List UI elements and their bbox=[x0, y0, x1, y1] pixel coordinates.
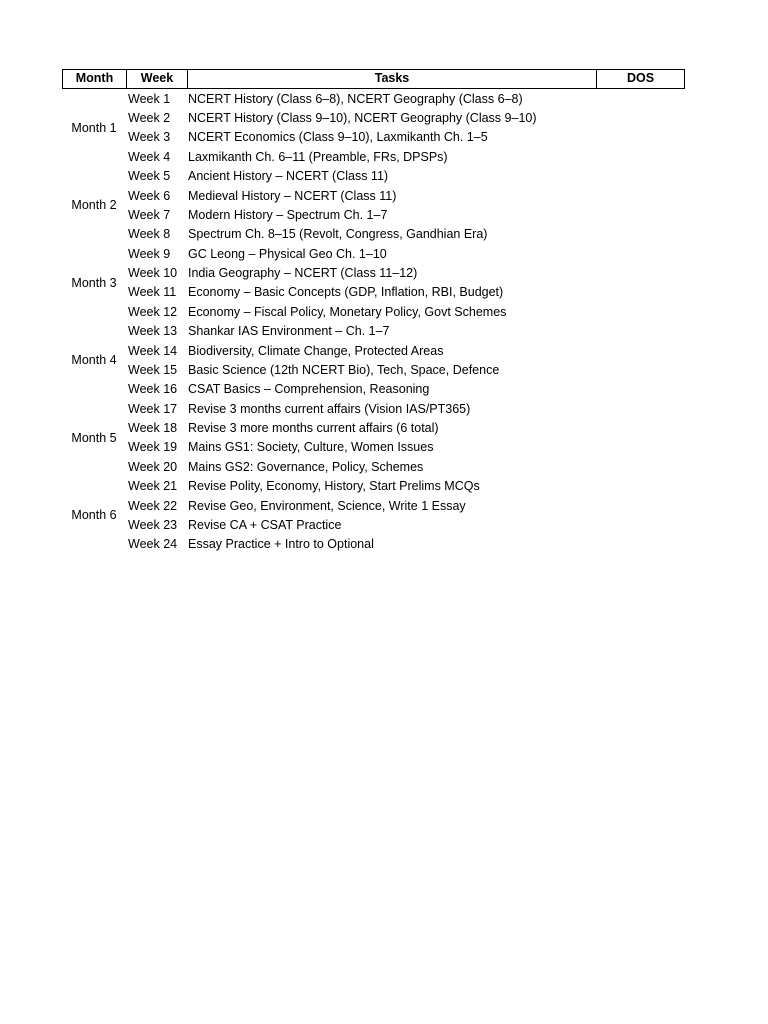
task-cell: NCERT History (Class 6–8), NCERT Geography (Class 6–8) bbox=[188, 91, 523, 106]
week-cell: Week 13 bbox=[128, 324, 178, 339]
week-cell: Week 5 bbox=[128, 169, 171, 184]
table-row bbox=[126, 147, 685, 166]
month-label: Month 3 bbox=[71, 275, 117, 290]
table-row bbox=[126, 322, 685, 341]
table-row bbox=[126, 457, 685, 476]
header-month: Month bbox=[63, 70, 127, 88]
table-row bbox=[126, 128, 685, 147]
table-header bbox=[62, 69, 685, 89]
task-cell: Mains GS1: Society, Culture, Women Issues bbox=[188, 440, 434, 455]
week-cell: Week 4 bbox=[128, 149, 171, 164]
week-cell: Week 8 bbox=[128, 227, 171, 242]
task-cell: Ancient History – NCERT (Class 11) bbox=[188, 169, 389, 184]
header-week: Week bbox=[127, 70, 188, 88]
week-list bbox=[126, 244, 685, 322]
task-cell: Biodiversity, Climate Change, Protected Areas bbox=[188, 343, 444, 358]
task-cell: Shankar IAS Environment – Ch. 1–7 bbox=[188, 324, 390, 339]
table-row bbox=[126, 477, 685, 496]
week-cell: Week 3 bbox=[128, 130, 171, 145]
week-cell: Week 6 bbox=[128, 188, 171, 203]
table-row bbox=[126, 205, 685, 224]
header-dos: DOS bbox=[626, 71, 655, 85]
task-cell: Essay Practice + Intro to Optional bbox=[188, 537, 374, 552]
table-row bbox=[126, 244, 685, 263]
week-cell: Week 21 bbox=[128, 479, 178, 494]
table-row bbox=[126, 186, 685, 205]
week-list bbox=[126, 399, 685, 477]
month-group bbox=[62, 399, 685, 477]
table-row bbox=[126, 515, 685, 534]
task-cell: Revise 3 months current affairs (Vision IAS/PT365) bbox=[188, 401, 471, 416]
table-row bbox=[126, 89, 685, 108]
table-row bbox=[126, 225, 685, 244]
month-group bbox=[62, 322, 685, 400]
week-cell: Week 18 bbox=[128, 421, 178, 436]
task-cell: Revise CA + CSAT Practice bbox=[188, 517, 342, 532]
task-cell: India Geography – NCERT (Class 11–12) bbox=[188, 266, 418, 281]
table-row bbox=[126, 263, 685, 282]
week-cell: Week 14 bbox=[128, 343, 178, 358]
header-tasks: Tasks bbox=[188, 70, 597, 88]
week-cell: Week 11 bbox=[128, 285, 177, 300]
task-cell: Spectrum Ch. 8–15 (Revolt, Congress, Gandhian Era) bbox=[188, 227, 488, 242]
task-cell: Revise Polity, Economy, History, Start Prelims MCQs bbox=[188, 479, 480, 494]
week-cell: Week 7 bbox=[128, 207, 171, 222]
week-cell: Week 19 bbox=[128, 440, 178, 455]
week-list bbox=[126, 322, 685, 400]
month-group bbox=[62, 89, 685, 167]
task-cell: Modern History – Spectrum Ch. 1–7 bbox=[188, 207, 388, 222]
week-list bbox=[126, 167, 685, 245]
task-cell: Economy – Fiscal Policy, Monetary Policy, Govt Schemes bbox=[188, 304, 507, 319]
month-label: Month 2 bbox=[71, 198, 117, 213]
table-row bbox=[126, 399, 685, 418]
week-cell: Week 23 bbox=[128, 517, 178, 532]
task-cell: Economy – Basic Concepts (GDP, Inflation, RBI, Budget) bbox=[188, 285, 504, 300]
week-cell: Week 1 bbox=[128, 91, 171, 106]
week-cell: Week 16 bbox=[128, 382, 178, 397]
week-cell: Week 24 bbox=[128, 537, 178, 552]
week-cell: Week 17 bbox=[128, 401, 178, 416]
month-group bbox=[62, 167, 685, 245]
task-cell: Mains GS2: Governance, Policy, Schemes bbox=[188, 459, 424, 474]
week-list bbox=[126, 477, 685, 555]
table-row bbox=[126, 418, 685, 437]
week-cell: Week 12 bbox=[128, 304, 178, 319]
table-body bbox=[62, 89, 685, 554]
table-row bbox=[126, 167, 685, 186]
table-row bbox=[126, 283, 685, 302]
table-row bbox=[126, 496, 685, 515]
month-group bbox=[62, 477, 685, 555]
task-cell: GC Leong – Physical Geo Ch. 1–10 bbox=[188, 246, 387, 261]
table-row bbox=[126, 341, 685, 360]
week-cell: Week 22 bbox=[128, 498, 178, 513]
week-list bbox=[126, 89, 685, 167]
table-row bbox=[126, 438, 685, 457]
table-row bbox=[126, 360, 685, 379]
task-cell: NCERT Economics (Class 9–10), Laxmikanth Ch. 1–5 bbox=[188, 130, 488, 145]
task-cell: NCERT History (Class 9–10), NCERT Geography (Class 9–10) bbox=[188, 111, 537, 126]
table-row bbox=[126, 302, 685, 321]
study-plan-table bbox=[62, 69, 685, 554]
month-group bbox=[62, 244, 685, 322]
week-cell: Week 20 bbox=[128, 459, 178, 474]
month-label: Month 6 bbox=[71, 508, 117, 523]
task-cell: CSAT Basics – Comprehension, Reasoning bbox=[188, 382, 430, 397]
table-row bbox=[126, 535, 685, 554]
task-cell: Laxmikanth Ch. 6–11 (Preamble, FRs, DPSPs) bbox=[188, 149, 448, 164]
table-row bbox=[126, 380, 685, 399]
month-label: Month 5 bbox=[71, 430, 117, 445]
table-row bbox=[126, 108, 685, 127]
task-cell: Revise 3 more months current affairs (6 total) bbox=[188, 421, 439, 436]
month-label: Month 1 bbox=[71, 120, 117, 135]
week-cell: Week 2 bbox=[128, 111, 171, 126]
month-label: Month 4 bbox=[71, 353, 117, 368]
task-cell: Medieval History – NCERT (Class 11) bbox=[188, 188, 397, 203]
task-cell: Basic Science (12th NCERT Bio), Tech, Space, Defence bbox=[188, 362, 500, 377]
week-cell: Week 9 bbox=[128, 246, 171, 261]
week-cell: Week 10 bbox=[128, 266, 178, 281]
task-cell: Revise Geo, Environment, Science, Write 1 Essay bbox=[188, 498, 466, 513]
week-cell: Week 15 bbox=[128, 362, 178, 377]
